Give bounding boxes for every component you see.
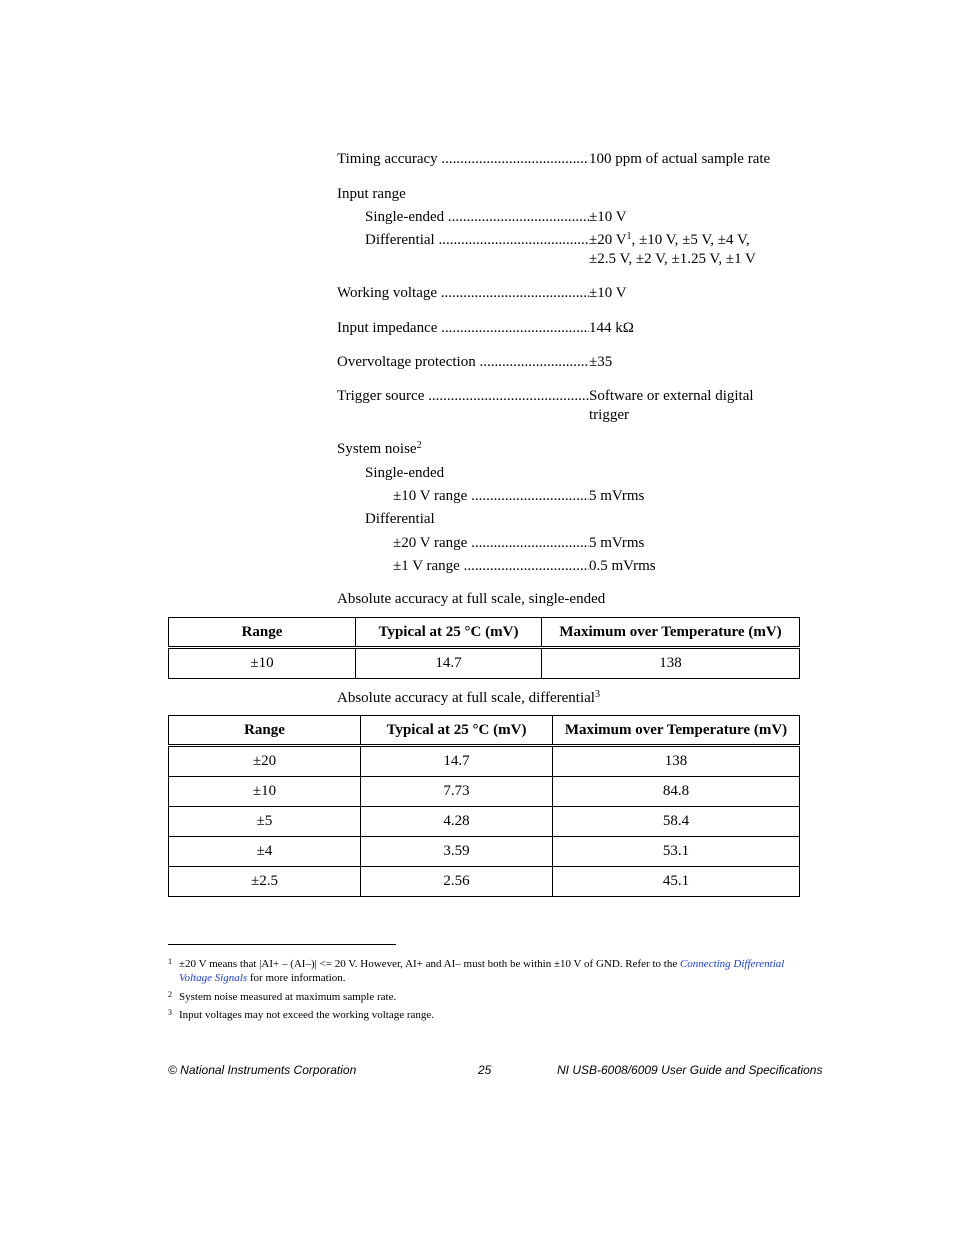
table-row xyxy=(169,648,800,679)
spec-label: Single-ended xyxy=(365,209,445,225)
table-cell: 3.59 xyxy=(361,837,553,867)
accuracy-table-single-ended xyxy=(168,617,800,679)
spec-label: ±1 V range xyxy=(393,558,460,574)
table-caption-differential: Absolute accuracy at full scale, differential$^3$ xyxy=(337,689,600,706)
table-cell: 58.4 xyxy=(553,807,800,837)
table-row xyxy=(169,807,800,837)
accuracy-table-differential xyxy=(168,715,800,897)
table-cell: 138 xyxy=(542,648,800,679)
column-header: Typical at 25 °C (mV) xyxy=(356,618,542,648)
footnote-number: 1 xyxy=(168,957,172,966)
table-cell: ±4 xyxy=(169,837,361,867)
connecting-differential-voltage-signals-link[interactable]: Connecting Differential Voltage Signals xyxy=(179,958,785,984)
spec-value: ±20 $V^1$, ±10 V, ±5 V, ±4 V, ±2.5 V, ±2 V, ±1.25 V, ±1 V xyxy=(589,231,756,267)
column-header: Range xyxy=(169,618,356,648)
table-cell: 14.7 xyxy=(361,746,553,777)
footer-document-title: NI USB-6008/6009 User Guide and Specifications xyxy=(557,1063,823,1077)
table-cell: 84.8 xyxy=(553,777,800,807)
spec-value: ±10 V xyxy=(589,285,627,301)
table-cell: ±20 xyxy=(169,746,361,777)
table-row xyxy=(169,867,800,897)
spec-label: Trigger source xyxy=(337,388,425,404)
table-cell: 7.73 xyxy=(361,777,553,807)
table-cell: ±5 xyxy=(169,807,361,837)
spec-label: Overvoltage protection xyxy=(337,354,476,370)
spec-label: ±20 V range xyxy=(393,535,468,551)
spec-value: 144 kΩ xyxy=(589,320,634,336)
spec-value: ±35 xyxy=(589,354,613,370)
table-header-row xyxy=(169,618,800,648)
table-cell: 14.7 xyxy=(356,648,542,679)
table-caption-single-ended: Absolute accuracy at full scale, single-ended xyxy=(337,591,606,607)
table-cell: 53.1 xyxy=(553,837,800,867)
footer-page-number: 25 xyxy=(478,1063,492,1077)
table-cell: ±10 xyxy=(169,777,361,807)
table-row xyxy=(169,837,800,867)
table-cell: 45.1 xyxy=(553,867,800,897)
column-header: Range xyxy=(169,716,361,746)
table-cell: 4.28 xyxy=(361,807,553,837)
footer-copyright: © National Instruments Corporation xyxy=(168,1063,357,1077)
spec-label: ±10 V range xyxy=(393,488,468,504)
spec-value: 5 mVrms xyxy=(589,535,645,551)
spec-label: Working voltage xyxy=(337,285,438,301)
spec-value: Software or external digital trigger xyxy=(589,388,754,423)
table-cell: ±10 xyxy=(169,648,356,679)
spec-value: 100 ppm of actual sample rate xyxy=(589,151,771,167)
footnote-number: 2 xyxy=(168,990,172,999)
spec-value: 5 mVrms xyxy=(589,488,645,504)
spec-label: Timing accuracy xyxy=(337,151,438,167)
spec-value: 0.5 mVrms xyxy=(589,558,656,574)
table-cell: 2.56 xyxy=(361,867,553,897)
column-header: Maximum over Temperature (mV) xyxy=(553,716,800,746)
table-header-row xyxy=(169,716,800,746)
column-header: Typical at 25 °C (mV) xyxy=(361,716,553,746)
footnote-number: 3 xyxy=(168,1008,172,1017)
table-cell: ±2.5 xyxy=(169,867,361,897)
table-row xyxy=(169,746,800,777)
spec-label: Input impedance xyxy=(337,320,438,336)
column-header: Maximum over Temperature (mV) xyxy=(542,618,800,648)
table-row xyxy=(169,777,800,807)
footnote-divider xyxy=(168,944,396,945)
spec-value: ±10 V xyxy=(589,209,627,225)
table-cell: 138 xyxy=(553,746,800,777)
spec-label: Differential xyxy=(365,232,435,248)
